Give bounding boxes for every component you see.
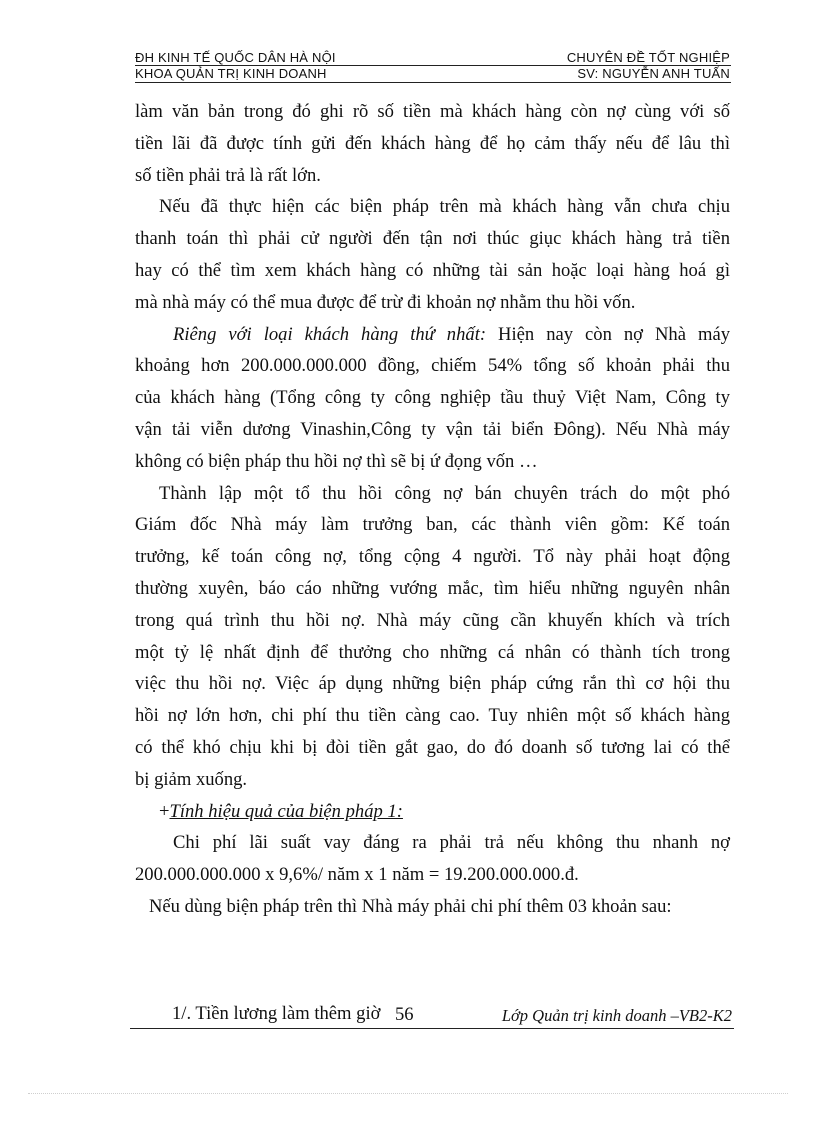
university-name: ĐH KINH TẾ QUỐC DÂN HÀ NỘI: [135, 50, 336, 65]
text-line: Nếu dùng biện pháp trên thì Nhà máy phải chi phí thêm 03 khoản sau:: [149, 895, 672, 917]
continuation-line: 1/. Tiền lương làm thêm giờ: [172, 1003, 381, 1024]
document-type: CHUYÊN ĐỀ TỐT NGHIỆP: [566, 50, 730, 65]
text-line: [135, 319, 730, 351]
text-line: của khách hàng (Tổng công ty công nghiệp tầu thuỷ Việt Nam, Công ty: [135, 387, 730, 409]
text-line: hay có thể tìm xem khách hàng có những tài sản hoặc loại hàng hoá gì: [135, 259, 730, 281]
text-line: thanh toán thì phải cử người đến tận nơi thúc giục khách hàng trả tiền: [135, 228, 730, 250]
class-name: Lớp Quản trị kinh doanh –VB2-K2: [501, 1006, 732, 1025]
text-line: một tỷ lệ nhất định để thưởng cho những cá nhân có thành tích trong: [135, 641, 730, 663]
page-footer: [130, 1003, 732, 1027]
text-line: vận tải viễn dương Vinashin,Công ty vận tải biển Đông). Nếu Nhà máy: [135, 418, 730, 440]
efficiency-title: Tính hiệu quả của biện pháp 1:: [169, 800, 403, 822]
text-line: tiền lãi đã được tính gửi đến khách hàng để họ cảm thấy nếu để lâu thì: [135, 132, 730, 154]
faculty-name: KHOA QUẢN TRỊ KINH DOANH: [135, 66, 327, 81]
page-break-marker: [28, 1093, 788, 1094]
text-line: làm văn bản trong đó ghi rõ số tiền mà khách hàng còn nợ cùng với số: [135, 101, 730, 122]
text-line: hồi nợ lớn hơn, chi phí thu tiền càng cao. Tuy nhiên một số khách hàng: [135, 705, 730, 727]
text-line: có thể khó chịu khi bị đòi tiền gắt gao, do đó doanh số tương lai có thể: [135, 736, 730, 758]
text-fragment: Hiện nay còn nợ Nhà máy: [486, 323, 730, 345]
text-line: việc thu hồi nợ. Việc áp dụng những biện pháp cứng rắn thì cơ hội thu: [135, 673, 730, 695]
student-name: SV: NGUYỄN ANH TUẤN: [577, 66, 730, 81]
text-line: Nếu đã thực hiện các biện pháp trên mà khách hàng vẫn chưa chịu: [159, 196, 730, 218]
text-line: Giám đốc Nhà máy làm trưởng ban, các thành viên gồm: Kế toán: [135, 514, 730, 536]
italic-lead: Riêng với loại khách hàng thứ nhất:: [173, 323, 487, 345]
text-line: bị giảm xuống.: [135, 768, 248, 790]
text-line: số tiền phải trả là rất lớn.: [135, 164, 321, 186]
page-header-bottom: [135, 66, 730, 81]
footer-rule: [130, 1028, 734, 1029]
text-line: trong quá trình thu hồi nợ. Nhà máy cũng cần khuyến khích và trích: [135, 609, 730, 631]
plus-sign: +: [159, 800, 170, 822]
section-heading: [135, 796, 730, 828]
text-line: khoảng hơn 200.000.000.000 đồng, chiếm 54% tổng số khoản phải thu: [135, 355, 730, 377]
document-body: [135, 96, 730, 923]
text-line: 200.000.000.000 x 9,6%/ năm x 1 năm = 19.200.000.000.đ.: [135, 864, 579, 886]
text-line: không có biện pháp thu hồi nợ thì sẽ bị ứ đọng vốn …: [135, 450, 538, 472]
text-line: trưởng, kế toán công nợ, tổng cộng 4 người. Tổ này phải hoạt động: [135, 546, 730, 568]
header-rule-bottom: [135, 82, 731, 83]
text-line: mà nhà máy có thể mua được để trừ đi khoản nợ nhằm thu hồi vốn.: [135, 291, 636, 313]
page-number: 56: [395, 1004, 414, 1025]
text-line: Chi phí lãi suất vay đáng ra phải trả nếu không thu nhanh nợ: [173, 832, 730, 854]
text-line: Thành lập một tổ thu hồi công nợ bán chuyên trách do một phó: [159, 482, 730, 504]
text-line: thường xuyên, báo cáo những vướng mắc, tìm hiểu những nguyên nhân: [135, 577, 730, 599]
page-header-top: [135, 50, 730, 65]
